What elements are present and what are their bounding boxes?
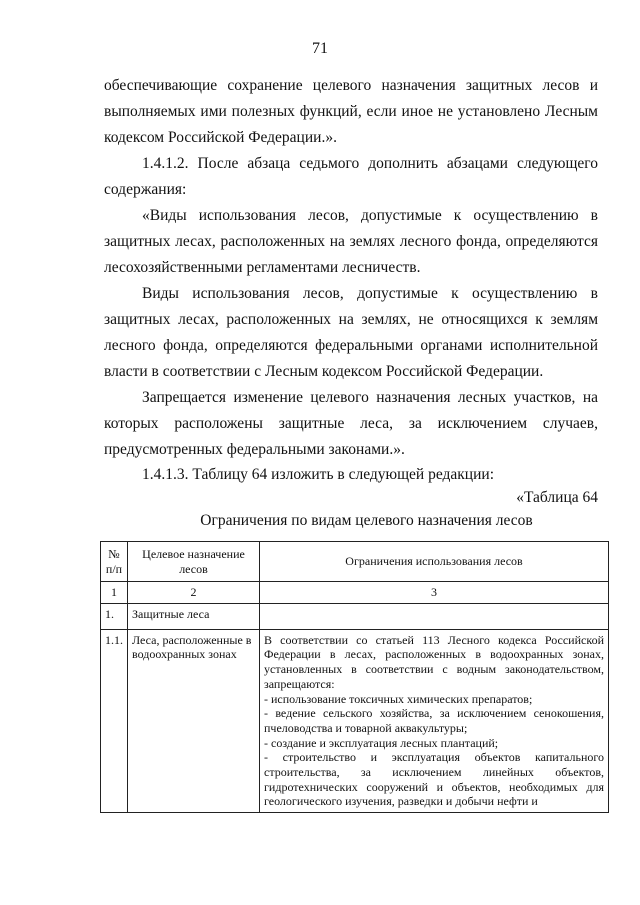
column-number-row	[101, 582, 609, 604]
restriction-line: - создание и эксплуатация лесных плантаций;	[264, 735, 499, 750]
column-number: 1	[101, 582, 128, 604]
column-number: 2	[128, 582, 260, 604]
table-title: Ограничения по видам целевого назначения лесов	[200, 512, 533, 529]
restrictions-table	[100, 541, 609, 813]
paragraph-quote-3: Запрещается изменение целевого назначения лесных участков, на которых расположены защитные леса, за исключением случаев, предусмотренных федеральными законами.».	[104, 389, 598, 458]
row-number: 1.1.	[101, 629, 128, 812]
paragraph-quote-1: «Виды использования лесов, допустимые к осуществлению в защитных лесах, расположенных на землях лесного фонда, определяются лесохозяйственными регламентами лесничеств.	[104, 207, 598, 276]
paragraph-continuation: обеспечивающие сохранение целевого назначения защитных лесов и выполняемых ими полезных функций, если иное не установлено Лесным кодексом Российской Федерации.».	[104, 77, 598, 146]
header-number: № п/п	[101, 542, 128, 582]
table-row	[101, 603, 609, 629]
column-number: 3	[260, 582, 609, 604]
row-number: 1.	[101, 603, 128, 629]
row-restriction	[260, 603, 609, 629]
paragraph-quote-2: Виды использования лесов, допустимые к осуществлению в защитных лесах, расположенных на землях, не относящихся к землям лесного фонда, определяются федеральными органами исполнительной власти в соответствии с Лесным кодексом Российской Федерации.	[104, 285, 598, 380]
table-reference: «Таблица 64	[516, 489, 598, 506]
paragraph-1-4-1-3: 1.4.1.3. Таблицу 64 изложить в следующей редакции:	[142, 466, 494, 483]
restriction-line: В соответствии со статьей 113 Лесного кодекса Российской Федерации в лесах, расположенных в водоохранных зонах, установленных в соответствии с водным законодательством, запрещаются:	[264, 632, 604, 691]
row-purpose: Защитные леса	[128, 603, 260, 629]
row-restriction	[260, 629, 609, 812]
header-purpose: Целевое назначение лесов	[128, 542, 260, 582]
table-header-row	[101, 542, 609, 582]
header-restrictions: Ограничения использования лесов	[260, 542, 609, 582]
restriction-line: - использование токсичных химических препаратов;	[264, 691, 533, 706]
restriction-line: - строительство и эксплуатация объектов капитального строительства, за исключением линейных объектов, гидротехнических сооружений и объектов, необходимых для геологического изучения, разведки и добычи нефти и	[264, 750, 604, 809]
restriction-line: - ведение сельского хозяйства, за исключением сенокошения, пчеловодства и товарной аквакультуры;	[264, 706, 604, 735]
page-number: 71	[312, 40, 328, 57]
row-purpose: Леса, расположенные в водоохранных зонах	[128, 629, 260, 812]
paragraph-1-4-1-2: 1.4.1.2. После абзаца седьмого дополнить абзацами следующего содержания:	[104, 155, 598, 198]
table-row	[101, 629, 609, 812]
